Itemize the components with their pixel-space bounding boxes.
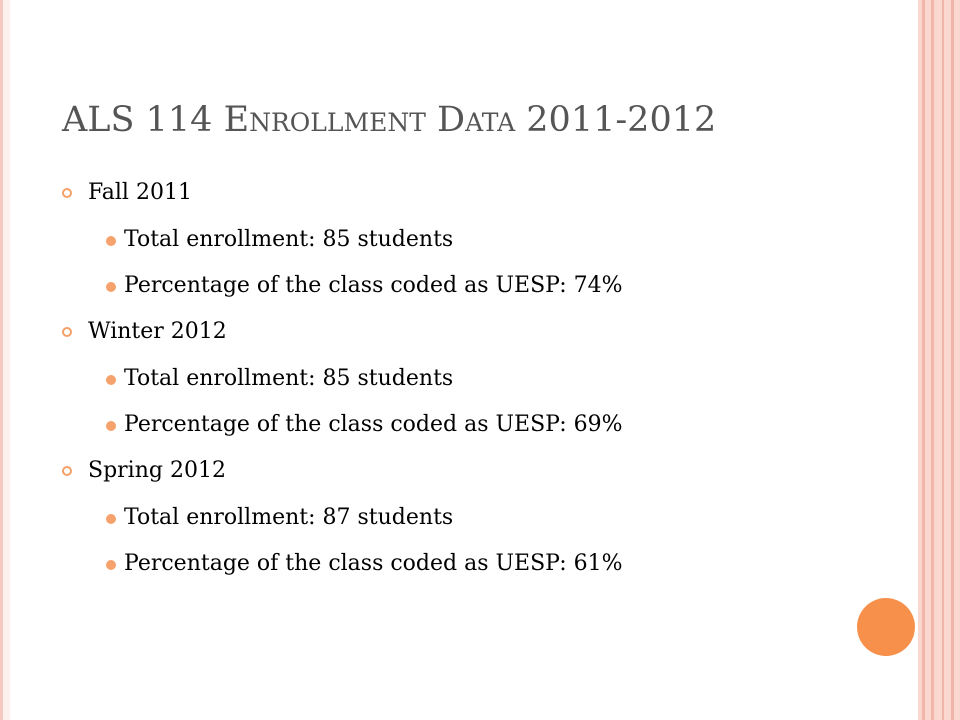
filled-circle-bullet-icon [106, 236, 116, 246]
sub-item-text: Total enrollment: 87 students [124, 505, 454, 530]
sub-item-text: Percentage of the class coded as UESP: 74% [124, 273, 623, 298]
frame-stripe [931, 0, 934, 720]
bullet-list [62, 178, 902, 595]
orange-circle-decoration [857, 598, 915, 656]
sub-item [62, 225, 902, 271]
filled-circle-bullet-icon [106, 421, 116, 431]
title-small-caps: Enrollment Data [223, 100, 516, 140]
filled-circle-bullet-icon [106, 375, 116, 385]
sub-item [62, 549, 902, 595]
right-frame-decoration [918, 0, 960, 720]
title-suffix: 2011-2012 [515, 100, 717, 140]
sub-item-text: Total enrollment: 85 students [124, 227, 454, 252]
hollow-circle-bullet-icon [62, 466, 72, 476]
term-label: Spring 2012 [88, 458, 226, 483]
filled-circle-bullet-icon [106, 282, 116, 292]
sub-item [62, 271, 902, 317]
slide-title [62, 100, 716, 140]
sub-item [62, 410, 902, 456]
term-label: Fall 2011 [88, 180, 192, 205]
sub-item [62, 364, 902, 410]
term-item-winter-2012 [62, 317, 902, 364]
hollow-circle-bullet-icon [62, 327, 72, 337]
left-border-decoration [0, 0, 10, 720]
term-item-spring-2012 [62, 456, 902, 503]
sub-item-text: Total enrollment: 85 students [124, 366, 454, 391]
term-label: Winter 2012 [88, 319, 227, 344]
title-prefix: ALS 114 [62, 100, 224, 140]
term-item-fall-2011 [62, 178, 902, 225]
frame-stripe [942, 0, 944, 720]
sub-item-text: Percentage of the class coded as UESP: 69% [124, 412, 623, 437]
filled-circle-bullet-icon [106, 514, 116, 524]
frame-stripe [922, 0, 925, 720]
sub-item [62, 503, 902, 549]
frame-stripe [951, 0, 954, 720]
hollow-circle-bullet-icon [62, 188, 72, 198]
sub-item-text: Percentage of the class coded as UESP: 61% [124, 551, 623, 576]
filled-circle-bullet-icon [106, 560, 116, 570]
